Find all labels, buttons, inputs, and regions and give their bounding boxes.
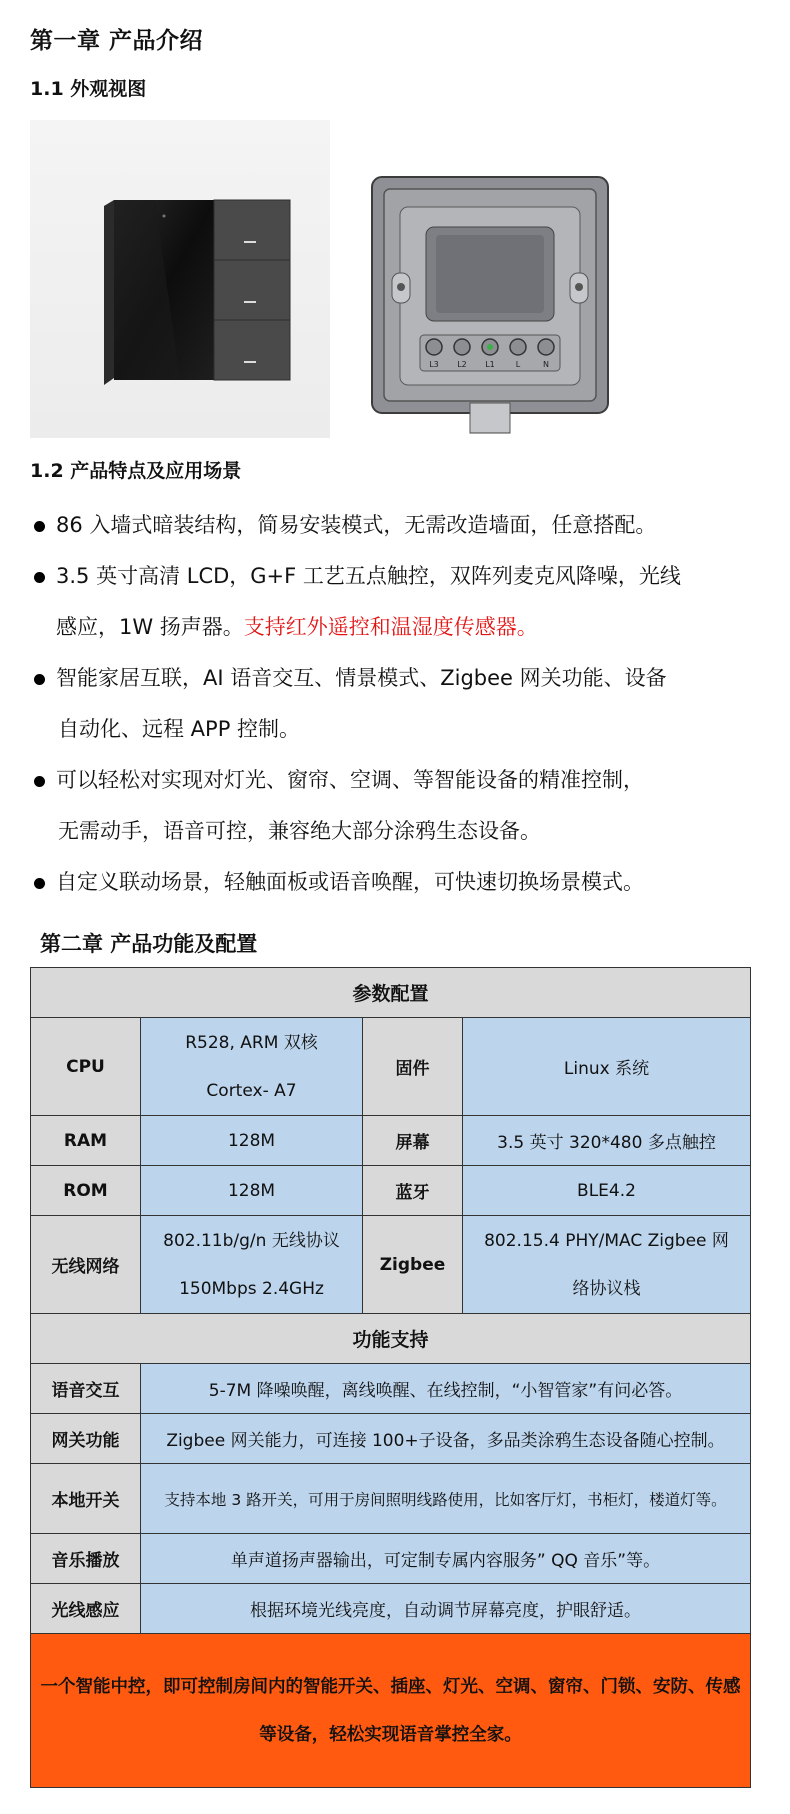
table-row xyxy=(31,1116,751,1166)
table-row xyxy=(31,1634,751,1788)
svg-text:L: L xyxy=(515,360,521,369)
feature-item xyxy=(30,857,730,908)
bullet-dot xyxy=(34,878,45,889)
svg-text:L1: L1 xyxy=(485,360,495,369)
feature-item xyxy=(30,755,730,857)
param-value: 128M xyxy=(141,1166,363,1216)
function-value: 支持本地 3 路开关，可用于房间照明线路使用，比如客厅灯，书柜灯，楼道灯等。 xyxy=(141,1464,751,1534)
feature-text: 3.5 英寸高清 LCD，G+F 工艺五点触控，双阵列麦克风降噪，光线 xyxy=(56,564,681,588)
function-value: 5-7M 降噪唤醒，离线唤醒、在线控制，“小智管家”有问必答。 xyxy=(141,1364,751,1414)
feature-item xyxy=(30,653,730,755)
table-row xyxy=(31,1018,751,1116)
front-panel-image xyxy=(30,120,330,438)
function-key: 音乐播放 xyxy=(31,1534,141,1584)
table-row xyxy=(31,1314,751,1364)
param-value: 802.11b/g/n 无线协议 150Mbps 2.4GHz xyxy=(141,1216,363,1314)
param-value: Linux 系统 xyxy=(463,1018,751,1116)
function-value: 单声道扬声器输出，可定制专属内容服务” QQ 音乐”等。 xyxy=(141,1534,751,1584)
svg-text:N: N xyxy=(543,360,549,369)
feature-text: 86 入墙式暗装结构，简易安装模式，无需改造墙面，任意搭配。 xyxy=(56,513,657,537)
function-key: 语音交互 xyxy=(31,1364,141,1414)
bullet-dot xyxy=(34,521,45,532)
bullet-dot xyxy=(34,572,45,583)
bullet-dot xyxy=(34,674,45,685)
feature-text: 自定义联动场景，轻触面板或语音唤醒，可快速切换场景模式。 xyxy=(56,870,644,894)
feature-highlight: 支持红外遥控和温湿度传感器。 xyxy=(243,615,538,639)
param-key: 无线网络 xyxy=(31,1216,141,1314)
section-1-1-title: 1.1 外观视图 xyxy=(30,78,147,100)
table-row xyxy=(31,1216,751,1314)
param-value: 3.5 英寸 320*480 多点触控 xyxy=(463,1116,751,1166)
table-row xyxy=(31,1464,751,1534)
smart-panel-front-illustration xyxy=(30,120,330,438)
feature-list xyxy=(30,500,730,908)
param-value: R528, ARM 双核 Cortex- A7 xyxy=(141,1018,363,1116)
param-key: 屏幕 xyxy=(363,1116,463,1166)
function-key: 本地开关 xyxy=(31,1464,141,1534)
param-key: RAM xyxy=(31,1116,141,1166)
feature-item xyxy=(30,500,730,551)
param-key: 固件 xyxy=(363,1018,463,1116)
feature-text-cont: 自动化、远程 APP 控制。 xyxy=(58,717,301,741)
table-row xyxy=(31,1364,751,1414)
smart-panel-back-illustration xyxy=(370,175,610,437)
svg-text:L3: L3 xyxy=(429,360,439,369)
bullet-dot xyxy=(34,776,45,787)
param-key: CPU xyxy=(31,1018,141,1116)
feature-text-cont: 感应，1W 扬声器。 xyxy=(56,615,244,639)
table-row xyxy=(31,1584,751,1634)
function-value: Zigbee 网关能力，可连接 100+子设备，多品类涂鸦生态设备随心控制。 xyxy=(141,1414,751,1464)
function-key: 网关功能 xyxy=(31,1414,141,1464)
svg-text:L2: L2 xyxy=(457,360,467,369)
chapter2-title: 第二章 产品功能及配置 xyxy=(40,932,258,956)
chapter1-title: 第一章 产品介绍 xyxy=(30,28,204,54)
functions-header: 功能支持 xyxy=(31,1314,751,1364)
feature-text: 可以轻松对实现对灯光、窗帘、空调、等智能设备的精准控制， xyxy=(56,768,644,792)
function-key: 光线感应 xyxy=(31,1584,141,1634)
function-value: 根据环境光线亮度，自动调节屏幕亮度，护眼舒适。 xyxy=(141,1584,751,1634)
feature-text: 智能家居互联，AI 语音交互、情景模式、Zigbee 网关功能、设备 xyxy=(56,666,667,690)
param-key: ROM xyxy=(31,1166,141,1216)
param-key: Zigbee xyxy=(363,1216,463,1314)
back-panel-image xyxy=(370,175,610,441)
feature-item xyxy=(30,551,730,653)
param-value: 128M xyxy=(141,1116,363,1166)
param-key: 蓝牙 xyxy=(363,1166,463,1216)
feature-text-cont: 无需动手，语音可控，兼容绝大部分涂鸦生态设备。 xyxy=(58,819,541,843)
table-row xyxy=(31,1166,751,1216)
param-value: BLE4.2 xyxy=(463,1166,751,1216)
params-header: 参数配置 xyxy=(31,968,751,1018)
table-row xyxy=(31,1534,751,1584)
table-row xyxy=(31,968,751,1018)
param-value: 802.15.4 PHY/MAC Zigbee 网 络协议栈 xyxy=(463,1216,751,1314)
table-row xyxy=(31,1414,751,1464)
section-1-2-title: 1.2 产品特点及应用场景 xyxy=(30,460,242,482)
summary-banner: 一个智能中控，即可控制房间内的智能开关、插座、灯光、空调、窗帘、门锁、安防、传感等设备，轻松实现语音掌控全家。 xyxy=(31,1634,751,1788)
spec-table xyxy=(30,967,751,1788)
